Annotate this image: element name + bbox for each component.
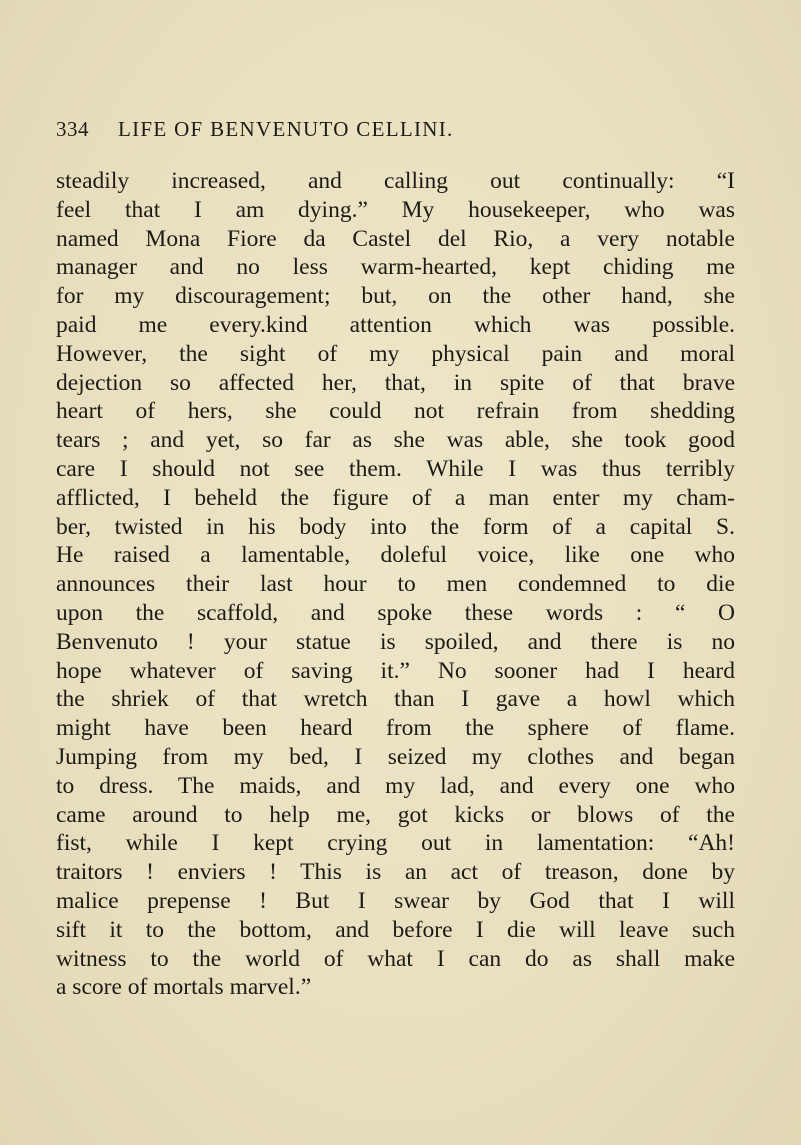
text-line: malice prepense ! But I swear by God that I will — [56, 887, 735, 914]
text-line: ber, twisted in his body into the form of a capital S. — [56, 513, 735, 540]
text-line: He raised a lamentable, doleful voice, like one who — [56, 542, 735, 569]
text-line: tears ; and yet, so far as she was able, she took good — [56, 427, 735, 454]
text-line: dejection so affected her, that, in spite of that brave — [56, 369, 735, 396]
text-line: traitors ! enviers ! This is an act of treason, done by — [56, 859, 735, 886]
text-line: fist, while I kept crying out in lamentation: “Ah! — [56, 830, 735, 857]
running-title: LIFE OF BENVENUTO CELLINI. — [118, 117, 454, 141]
text-line: announces their last hour to men condemned to die — [56, 571, 735, 598]
text-line: witness to the world of what I can do as shall make — [56, 945, 735, 972]
text-line: to dress. The maids, and my lad, and every one who — [56, 772, 735, 799]
text-line: upon the scaffold, and spoke these words : “ O — [56, 599, 735, 626]
text-line: manager and no less warm-hearted, kept chiding me — [56, 254, 735, 281]
text-line: However, the sight of my physical pain and moral — [56, 340, 735, 367]
text-line: heart of hers, she could not refrain from shedding — [56, 398, 735, 425]
text-line: paid me every.kind attention which was possible. — [56, 311, 735, 338]
text-line: feel that I am dying.” My housekeeper, who was — [56, 196, 735, 223]
page-number: 334 — [56, 117, 89, 141]
body-text — [56, 167, 756, 1002]
text-line: came around to help me, got kicks or blows of the — [56, 801, 735, 828]
text-line: the shriek of that wretch than I gave a howl which — [56, 686, 735, 713]
text-line: a score of mortals marvel.” — [56, 974, 312, 1001]
running-head — [56, 117, 526, 147]
text-line: might have been heard from the sphere of flame. — [56, 715, 735, 742]
text-line: named Mona Fiore da Castel del Rio, a very notable — [56, 225, 735, 252]
text-line: sift it to the bottom, and before I die will leave such — [56, 916, 735, 943]
text-line: for my discouragement; but, on the other hand, she — [56, 283, 735, 310]
text-line: afflicted, I beheld the figure of a man enter my cham- — [56, 484, 735, 511]
text-line: Benvenuto ! your statue is spoiled, and there is no — [56, 628, 735, 655]
text-line: hope whatever of saving it.” No sooner had I heard — [56, 657, 735, 684]
text-line: Jumping from my bed, I seized my clothes and began — [56, 743, 735, 770]
text-line: steadily increased, and calling out continually: “I — [56, 168, 735, 194]
text-line: care I should not see them. While I was thus terribly — [56, 455, 735, 482]
